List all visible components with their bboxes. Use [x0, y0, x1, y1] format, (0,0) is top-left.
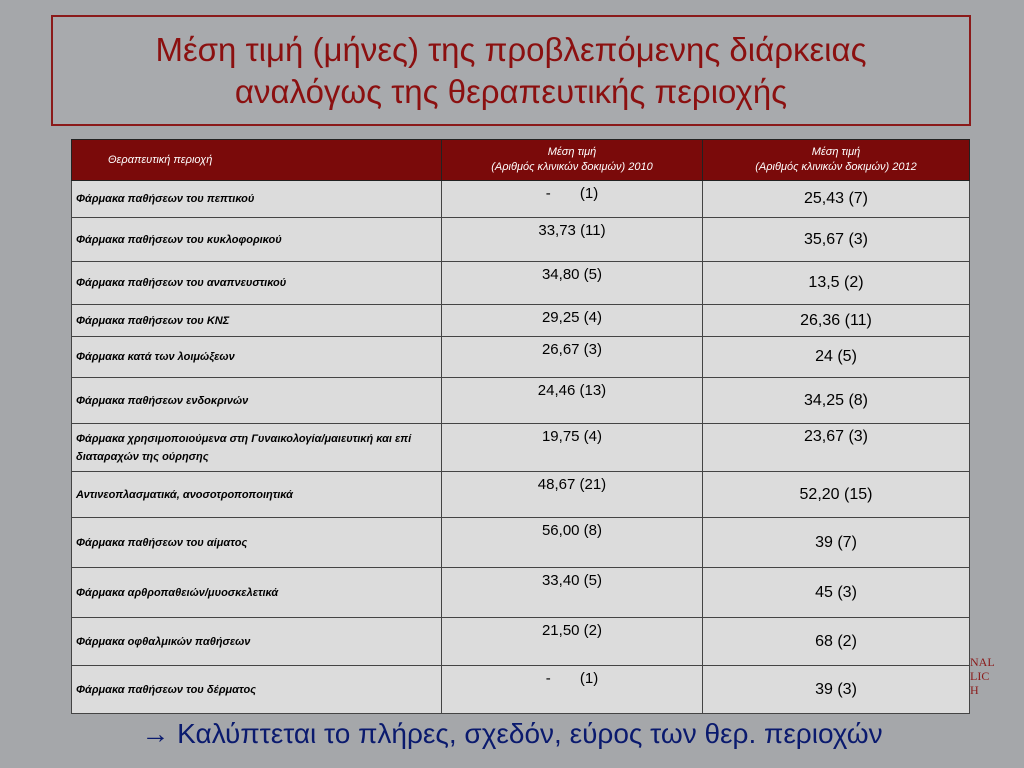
table-header-row — [72, 140, 970, 181]
row-area: Φάρμακα παθήσεων του πεπτικού — [72, 181, 442, 218]
row-value-2010: 19,75 (4) — [442, 424, 703, 472]
row-value-2010: 24,46 (13) — [442, 378, 703, 424]
row-area: Φάρμακα παθήσεων του αναπνευστικού — [72, 262, 442, 305]
header-2010: Μέση τιμή (Αριθμός κλινικών δοκιμών) 2010 — [442, 140, 703, 181]
table-row — [72, 518, 970, 568]
row-value-2012: 45 (3) — [703, 568, 970, 618]
row-value-2012: 39 (7) — [703, 518, 970, 568]
footer-note: → Καλύπτεται το πλήρες, σχεδόν, εύρος των θερ. περιοχών — [141, 718, 883, 749]
title-box — [51, 15, 971, 126]
row-value-2012: 52,20 (15) — [703, 472, 970, 518]
row-value-2012: 25,43 (7) — [703, 181, 970, 218]
row-value-2010: 48,67 (21) — [442, 472, 703, 518]
row-area: Φάρμακα παθήσεων του ΚΝΣ — [72, 305, 442, 337]
row-area: Αντινεοπλασματικά, ανοσοτροποποιητικά — [72, 472, 442, 518]
table-row — [72, 666, 970, 714]
table-row — [72, 181, 970, 218]
table-row — [72, 378, 970, 424]
header-2012: Μέση τιμή (Αριθμός κλινικών δοκιμών) 2012 — [703, 140, 970, 181]
row-value-2010: 56,00 (8) — [442, 518, 703, 568]
row-area: Φάρμακα οφθαλμικών παθήσεων — [72, 618, 442, 666]
row-area: Φάρμακα παθήσεων του δέρματος — [72, 666, 442, 714]
row-area: Φάρμακα αρθροπαθειών/μυοσκελετικά — [72, 568, 442, 618]
logo-fragment — [970, 655, 1024, 710]
table-row — [72, 305, 970, 337]
row-value-2012: 23,67 (3) — [703, 424, 970, 472]
row-value-2010: 33,73 (11) — [442, 218, 703, 262]
row-value-2010: 26,67 (3) — [442, 337, 703, 378]
data-table — [71, 139, 970, 714]
row-value-2012: 39 (3) — [703, 666, 970, 714]
row-value-2010: 21,50 (2) — [442, 618, 703, 666]
table-row — [72, 618, 970, 666]
table-row — [72, 472, 970, 518]
title-line-1: Μέση τιμή (μήνες) της προβλεπόμενης διάρκειας — [155, 30, 867, 68]
row-value-2010: 34,80 (5) — [442, 262, 703, 305]
logo-text-2: LIC — [970, 669, 990, 683]
row-value-2012: 13,5 (2) — [703, 262, 970, 305]
row-value-2012: 35,67 (3) — [703, 218, 970, 262]
logo-text-1: NAL — [970, 655, 995, 669]
row-value-2010: 33,40 (5) — [442, 568, 703, 618]
row-area: Φάρμακα χρησιμοποιούμενα στη Γυναικολογία/μαιευτική και επί διαταραχών της ούρησης — [72, 424, 442, 472]
row-area: Φάρμακα παθήσεων του αίματος — [72, 518, 442, 568]
header-area: Θεραπευτική περιοχή — [72, 140, 442, 181]
table-row — [72, 337, 970, 378]
row-area: Φάρμακα παθήσεων του κυκλοφορικού — [72, 218, 442, 262]
table-row — [72, 218, 970, 262]
row-value-2012: 34,25 (8) — [703, 378, 970, 424]
row-area: Φάρμακα παθήσεων ενδοκρινών — [72, 378, 442, 424]
table-row — [72, 568, 970, 618]
table-row — [72, 424, 970, 472]
table-row — [72, 262, 970, 305]
row-value-2010: - (1) — [442, 181, 703, 218]
row-value-2012: 24 (5) — [703, 337, 970, 378]
logo-text-3: H — [970, 683, 979, 697]
row-value-2010: 29,25 (4) — [442, 305, 703, 337]
title-line-2: αναλόγως της θεραπευτικής περιοχής — [234, 72, 788, 110]
row-area: Φάρμακα κατά των λοιμώξεων — [72, 337, 442, 378]
row-value-2012: 68 (2) — [703, 618, 970, 666]
row-value-2010: - (1) — [442, 666, 703, 714]
row-value-2012: 26,36 (11) — [703, 305, 970, 337]
